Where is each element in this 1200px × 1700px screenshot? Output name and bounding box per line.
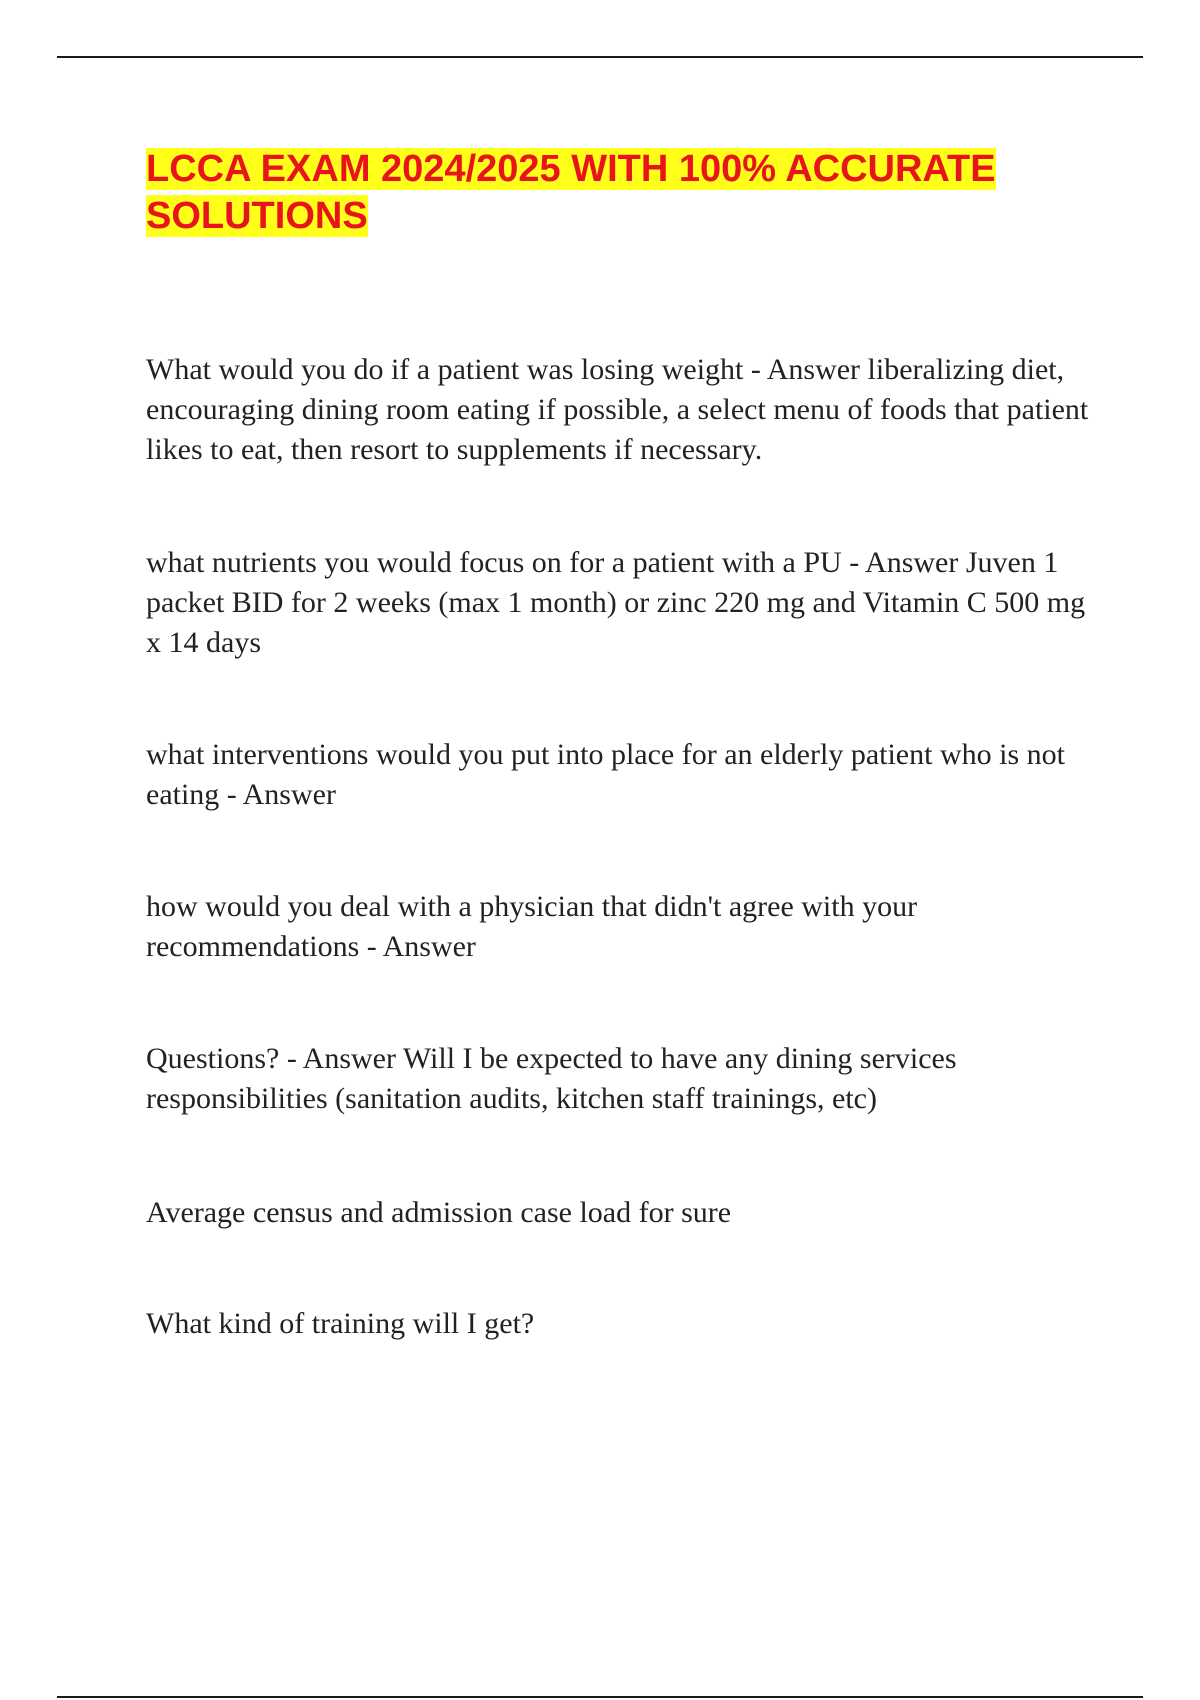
- document-title: [146, 146, 1126, 240]
- qa-paragraph-weight-loss: What would you do if a patient was losing weight - Answer liberalizing diet, encouraging dining room eating if possible, a select menu of foods that patient likes to eat, then resort to supplements if necessary.: [146, 353, 1089, 466]
- qa-paragraph-physician-disagree: how would you deal with a physician that didn't agree with your recommendations - Answer: [146, 890, 918, 963]
- qa-paragraph-census: Average census and admission case load for sure: [146, 1196, 732, 1229]
- qa-paragraph-elderly-not-eating: what interventions would you put into place for an elderly patient who is not eating - Answer: [146, 738, 1065, 811]
- qa-paragraph-training: What kind of training will I get?: [146, 1307, 535, 1340]
- title-highlight: LCCA EXAM 2024/2025 WITH 100% ACCURATE SOLUTIONS: [146, 148, 996, 237]
- top-rule: [57, 56, 1143, 58]
- qa-paragraph-questions: Questions? - Answer Will I be expected to have any dining services responsibilities (sanitation audits, kitchen staff trainings, etc): [146, 1042, 957, 1115]
- qa-paragraph-pu-nutrients: what nutrients you would focus on for a patient with a PU - Answer Juven 1 packet BID for 2 weeks (max 1 month) or zinc 220 mg and Vitamin C 500 mg x 14 days: [146, 546, 1086, 659]
- bottom-rule: [57, 1696, 1143, 1698]
